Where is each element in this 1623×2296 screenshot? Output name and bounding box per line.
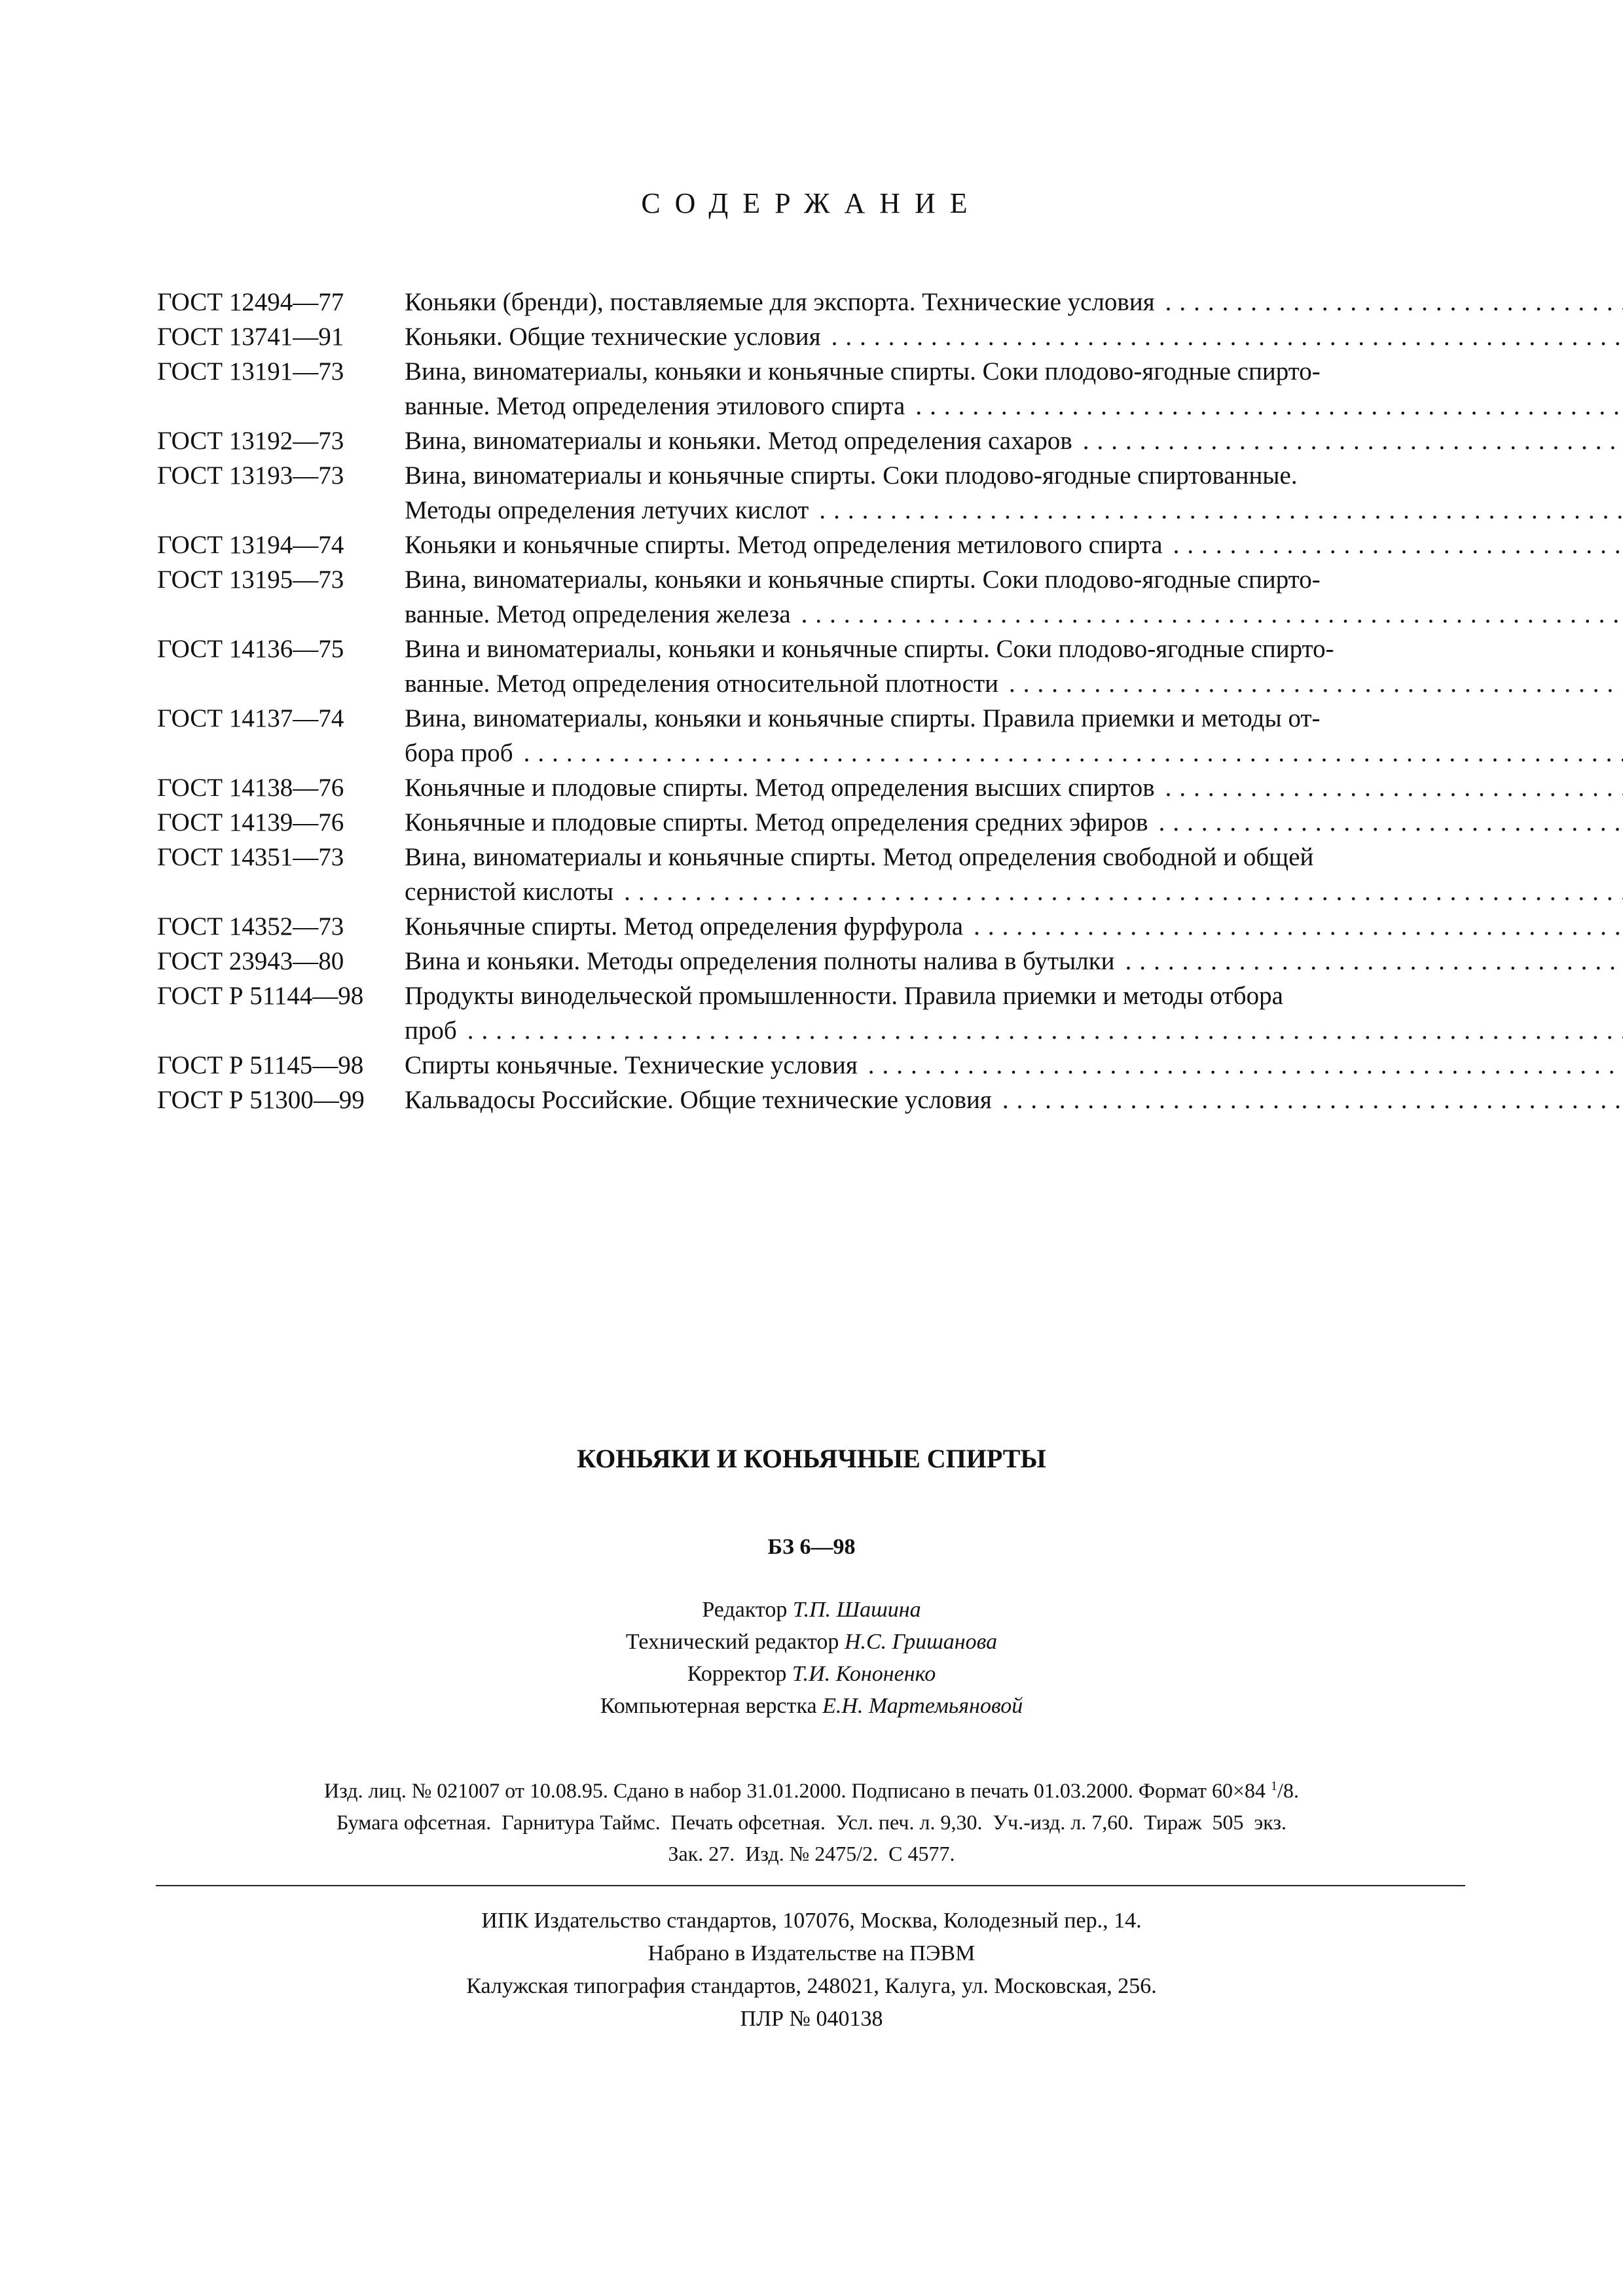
toc-entry-code: ГОСТ 13191—73 bbox=[157, 357, 344, 386]
toc-entry-last-line bbox=[405, 319, 1623, 354]
toc-entry-title-line: Продукты винодельческой промышленности. Правила приемки и методы отбора bbox=[405, 982, 1283, 1010]
staff-role: Компьютерная верстка bbox=[600, 1694, 817, 1718]
toc-entry-title bbox=[405, 944, 1623, 978]
toc-entry-code: ГОСТ 14351—73 bbox=[157, 843, 344, 871]
toc-entry-title-line: Вина, виноматериалы, коньяки и коньячные спирты. Соки плодово-ягодные спирто- bbox=[405, 565, 1321, 594]
toc-dot-leader bbox=[1148, 805, 1623, 840]
publishing-line-1: Изд. лиц. № 021007 от 10.08.95. Сдано в набор 31.01.2000. Подписано в печать 01.03.2000. Формат 60×84 $^1$/8. bbox=[324, 1778, 1299, 1803]
toc-entry bbox=[157, 528, 1460, 562]
toc-entry-title bbox=[405, 805, 1623, 840]
toc-entry-code: ГОСТ 14139—76 bbox=[157, 808, 344, 836]
toc-entry-title-line: проб bbox=[405, 1016, 457, 1045]
toc-entry-title-line: ванные. Метод определения относительной плотности bbox=[405, 670, 999, 698]
toc-entry bbox=[157, 1083, 1460, 1117]
toc-entry bbox=[157, 909, 1460, 944]
staff-name: Н.С. Гришанова bbox=[844, 1630, 998, 1654]
toc-entry-title bbox=[405, 632, 1623, 701]
toc-dot-leader bbox=[809, 493, 1623, 528]
toc-entry-title-line: Кальвадосы Российские. Общие технические условия bbox=[405, 1086, 992, 1114]
toc-entry-last-line bbox=[405, 285, 1623, 319]
toc-entry-title bbox=[405, 458, 1623, 528]
toc-entry-title bbox=[405, 319, 1623, 354]
toc-entry-title-line: Вина, виноматериалы, коньяки и коньячные спирты. Правила приемки и методы от- bbox=[405, 704, 1321, 732]
toc-entry-title-line: Вина, виноматериалы и коньяки. Метод определения сахаров bbox=[405, 427, 1072, 455]
printer-line: ПЛР № 040138 bbox=[740, 2007, 883, 2031]
staff-line bbox=[0, 1594, 1623, 1626]
toc-entry-title-line: Методы определения летучих кислот bbox=[405, 496, 809, 524]
toc-entry-title bbox=[405, 285, 1623, 319]
toc-dot-leader bbox=[1163, 528, 1623, 562]
toc-dot-leader bbox=[1115, 944, 1623, 978]
staff-line bbox=[0, 1626, 1623, 1658]
toc-entry-code: ГОСТ 14136—75 bbox=[157, 635, 344, 663]
toc-entry bbox=[157, 944, 1460, 978]
toc-entry-last-line bbox=[405, 944, 1623, 978]
toc-entry-last-line bbox=[405, 666, 1623, 701]
toc-entry-title-line: бора проб bbox=[405, 739, 513, 767]
toc-entry bbox=[157, 423, 1460, 458]
toc-entry-last-line bbox=[405, 736, 1623, 770]
toc-entry bbox=[157, 701, 1460, 770]
toc-entry-code: ГОСТ Р 51144—98 bbox=[157, 982, 364, 1010]
toc-entry-title-line: Вина и коньяки. Методы определения полноты налива в бутылки bbox=[405, 947, 1115, 975]
toc-dot-leader bbox=[1155, 285, 1623, 319]
toc-entry-code: ГОСТ 23943—80 bbox=[157, 947, 344, 975]
toc-entry-last-line bbox=[405, 1048, 1623, 1083]
colophon-title: КОНЬЯКИ И КОНЬЯЧНЫЕ СПИРТЫ bbox=[577, 1444, 1046, 1473]
toc-entry-last-line bbox=[405, 805, 1623, 840]
publishing-info bbox=[0, 1770, 1623, 1869]
toc-entry-title-line: Коньяки. Общие технические условия bbox=[405, 323, 821, 351]
toc-dot-leader bbox=[963, 909, 1623, 944]
toc-entry-title bbox=[405, 354, 1623, 423]
toc-entry bbox=[157, 285, 1460, 319]
toc-entry-code: ГОСТ 13195—73 bbox=[157, 565, 344, 594]
toc-entry-code: ГОСТ 13192—73 bbox=[157, 427, 344, 455]
toc-entry-code: ГОСТ 14138—76 bbox=[157, 774, 344, 802]
toc-dot-leader bbox=[791, 597, 1623, 632]
staff-name: Т.И. Кононенко bbox=[792, 1662, 936, 1686]
toc-entry-title bbox=[405, 701, 1623, 770]
toc-entry-code: ГОСТ 14352—73 bbox=[157, 912, 344, 941]
printer-line: Калужская типография стандартов, 248021, Калуга, ул. Московская, 256. bbox=[466, 1974, 1157, 1998]
toc-entry-last-line bbox=[405, 874, 1623, 909]
toc-entry-title bbox=[405, 909, 1623, 944]
toc-dot-leader bbox=[1155, 770, 1623, 805]
format-numerator: 1 bbox=[1271, 1779, 1278, 1793]
printer-info bbox=[0, 1905, 1623, 2036]
toc-entry-title bbox=[405, 770, 1623, 805]
toc-entry-title bbox=[405, 423, 1623, 458]
staff-role: Редактор bbox=[702, 1598, 788, 1622]
publishing-line-3: Зак. 27. Изд. № 2475/2. С 4577. bbox=[668, 1841, 955, 1865]
printer-line: ИПК Издательство стандартов, 107076, Москва, Колодезный пер., 14. bbox=[481, 1909, 1142, 1933]
toc-entry-title bbox=[405, 1083, 1623, 1117]
toc-entry-title bbox=[405, 528, 1623, 562]
editorial-staff bbox=[0, 1594, 1623, 1722]
toc-dot-leader bbox=[905, 389, 1623, 423]
staff-line bbox=[0, 1658, 1623, 1690]
staff-line bbox=[0, 1690, 1623, 1722]
toc-dot-leader bbox=[821, 319, 1623, 354]
toc-entry-last-line bbox=[405, 770, 1623, 805]
toc-entry-title-line: Вина, виноматериалы и коньячные спирты. Метод определения свободной и общей bbox=[405, 843, 1314, 871]
toc-entry-title-line: ванные. Метод определения железа bbox=[405, 600, 791, 628]
toc-entry bbox=[157, 562, 1460, 632]
staff-role: Технический редактор bbox=[625, 1630, 839, 1654]
toc-entry-last-line bbox=[405, 1013, 1623, 1048]
printer-line: Набрано в Издательстве на ПЭВМ bbox=[647, 1941, 976, 1965]
toc-entry-title bbox=[405, 978, 1623, 1048]
toc-entry-code: ГОСТ 13193—73 bbox=[157, 461, 344, 490]
toc-entry bbox=[157, 770, 1460, 805]
table-of-contents bbox=[157, 285, 1460, 1117]
toc-entry bbox=[157, 978, 1460, 1048]
format-denominator: /8. bbox=[1277, 1778, 1299, 1803]
staff-name: Т.П. Шашина bbox=[792, 1598, 921, 1622]
toc-dot-leader bbox=[613, 874, 1623, 909]
toc-entry-title-line: Коньяки и коньячные спирты. Метод определения метилового спирта bbox=[405, 531, 1163, 559]
toc-dot-leader bbox=[1072, 423, 1623, 458]
toc-entry bbox=[157, 840, 1460, 909]
toc-entry-title-line: сернистой кислоты bbox=[405, 878, 614, 906]
toc-dot-leader bbox=[858, 1048, 1623, 1083]
toc-entry-code: ГОСТ 14137—74 bbox=[157, 704, 344, 732]
toc-entry-title-line: Коньячные и плодовые спирты. Метод определения средних эфиров bbox=[405, 808, 1148, 836]
toc-entry bbox=[157, 458, 1460, 528]
toc-dot-leader bbox=[513, 736, 1623, 770]
toc-entry-code: ГОСТ 13194—74 bbox=[157, 531, 344, 559]
toc-entry-title-line: Коньяки (бренди), поставляемые для экспорта. Технические условия bbox=[405, 288, 1155, 316]
toc-entry-title-line: Коньячные спирты. Метод определения фурфурола bbox=[405, 912, 964, 941]
toc-entry-title bbox=[405, 562, 1623, 632]
toc-entry-last-line bbox=[405, 597, 1623, 632]
publishing-line-2: Бумага офсетная. Гарнитура Таймс. Печать офсетная. Усл. печ. л. 9,30. Уч.-изд. л. 7,60. Тираж 505 экз. bbox=[337, 1810, 1286, 1834]
toc-dot-leader bbox=[998, 666, 1623, 701]
toc-entry-last-line bbox=[405, 493, 1623, 528]
toc-entry-code: ГОСТ Р 51300—99 bbox=[157, 1086, 365, 1114]
toc-entry bbox=[157, 1048, 1460, 1083]
toc-entry-title bbox=[405, 840, 1623, 909]
series-code: БЗ 6—98 bbox=[767, 1535, 856, 1559]
toc-entry-title bbox=[405, 1048, 1623, 1083]
toc-entry-title-line: ванные. Метод определения этилового спирта bbox=[405, 392, 905, 420]
toc-entry-last-line bbox=[405, 528, 1623, 562]
toc-entry bbox=[157, 354, 1460, 423]
toc-entry-code: ГОСТ 13741—91 bbox=[157, 323, 344, 351]
toc-dot-leader bbox=[457, 1013, 1623, 1048]
toc-entry bbox=[157, 319, 1460, 354]
toc-entry-last-line bbox=[405, 389, 1623, 423]
staff-role: Корректор bbox=[687, 1662, 787, 1686]
toc-entry-last-line bbox=[405, 1083, 1623, 1117]
toc-entry bbox=[157, 805, 1460, 840]
toc-entry-last-line bbox=[405, 423, 1623, 458]
toc-entry-code: ГОСТ 12494—77 bbox=[157, 288, 344, 316]
toc-dot-leader bbox=[992, 1083, 1623, 1117]
toc-entry-title-line: Спирты коньячные. Технические условия bbox=[405, 1051, 858, 1079]
toc-entry-title-line: Вина, виноматериалы и коньячные спирты. Соки плодово-ягодные спиртованные. bbox=[405, 461, 1298, 490]
toc-entry-title-line: Вина, виноматериалы, коньяки и коньячные спирты. Соки плодово-ягодные спирто- bbox=[405, 357, 1321, 386]
toc-entry-last-line bbox=[405, 909, 1623, 944]
staff-name: Е.Н. Мартемьяновой bbox=[822, 1694, 1023, 1718]
toc-heading: СОДЕРЖАНИЕ bbox=[641, 187, 982, 219]
toc-entry-title-line: Коньячные и плодовые спирты. Метод определения высших спиртов bbox=[405, 774, 1155, 802]
toc-entry-code: ГОСТ Р 51145—98 bbox=[157, 1051, 364, 1079]
divider-rule bbox=[156, 1885, 1465, 1886]
toc-entry-title-line: Вина и виноматериалы, коньяки и коньячные спирты. Соки плодово-ягодные спирто- bbox=[405, 635, 1334, 663]
toc-entry bbox=[157, 632, 1460, 701]
